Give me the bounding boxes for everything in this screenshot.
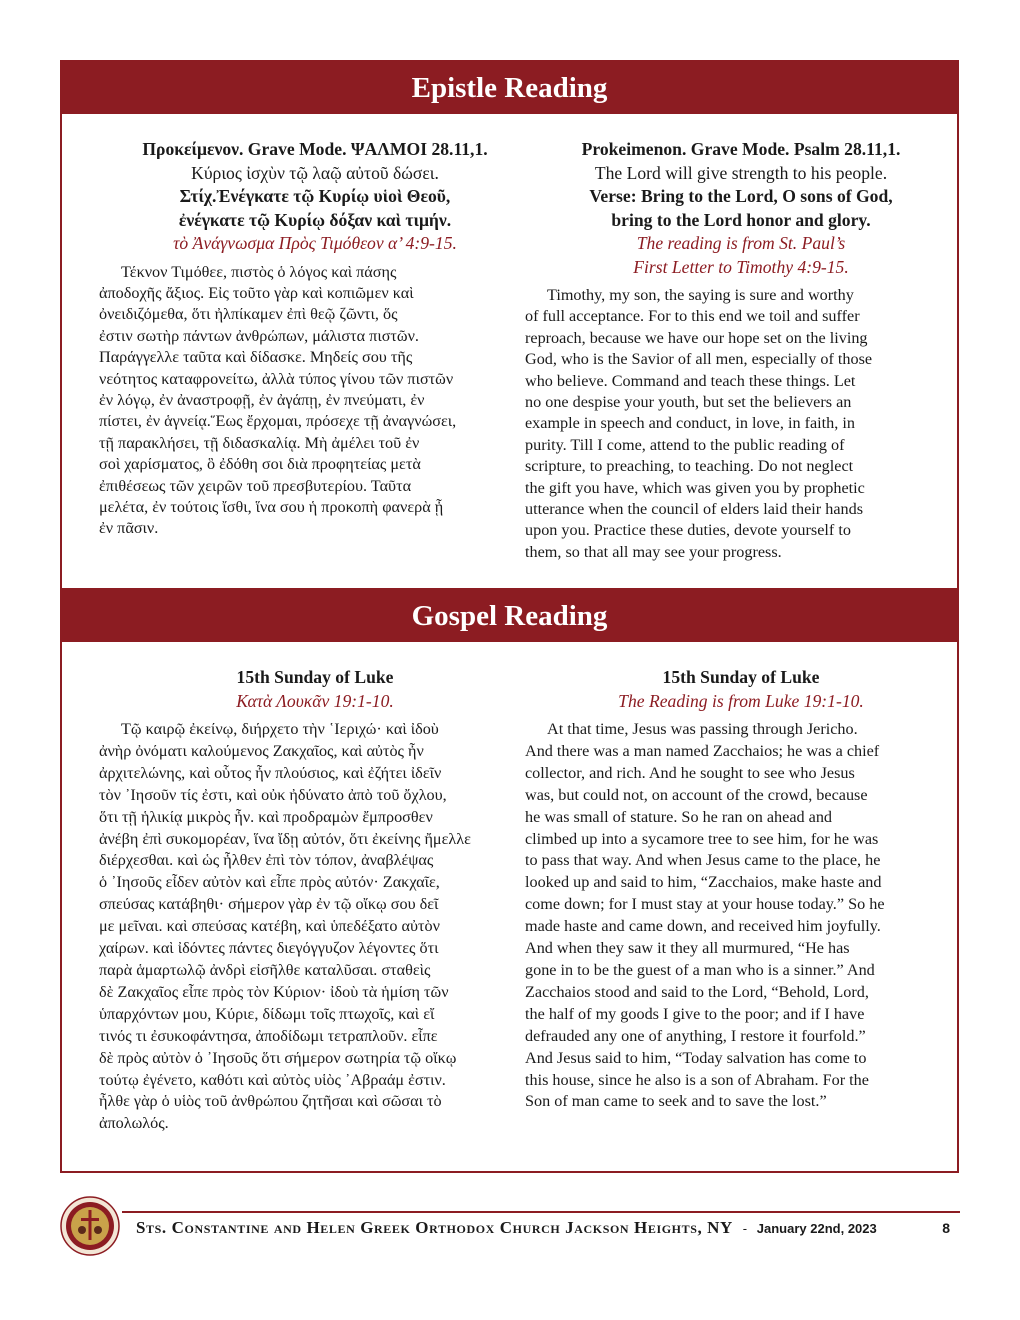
body-line: to pass that way. And when Jesus came to the place, he — [525, 851, 881, 870]
epistle-greek-reference: τὸ Ἀνάγνωσμα Πρὸς Τιμόθεον α’ 4:9-15. — [173, 233, 457, 253]
footer-rule — [122, 1211, 960, 1213]
body-line: Τῷ καιρῷ ἐκείνῳ, διήρχετο τὴν ῾Ιεριχώ· καὶ ἰδοὺ — [121, 720, 439, 738]
epistle-english-body — [525, 285, 957, 563]
body-line: upon you. Practice these duties, devote yourself to — [525, 521, 851, 540]
body-line: And when they saw it they all murmured, “He has — [525, 939, 850, 958]
body-line: And there was a man named Zacchaios; he was a chief — [525, 741, 880, 760]
church-name: Sts. Constantine and Helen Greek Orthodox Church Jackson Heights, NY — [136, 1218, 733, 1237]
body-line: ὀνειδιζόμεθα, ὅτι ἠλπίκαμεν ἐπὶ θεῷ ζῶντι, ὅς — [99, 305, 398, 324]
body-line: Παράγγελλε ταῦτα καὶ δίδασκε. Μηδείς σου τῆς — [99, 348, 413, 367]
body-line: ὅτι τῇ ἡλικίᾳ μικρὸς ἦν. καὶ προδραμὼν ἔμπροσθεν — [99, 807, 433, 826]
body-line: Τέκνον Τιμόθεε, πιστὸς ὁ λόγος καὶ πάσης — [121, 262, 397, 281]
body-line: με μεῖναι. καὶ σπεύσας κατέβη, καὶ ὑπεδέξατο αὐτὸν — [99, 917, 440, 936]
gospel-banner: Gospel Reading — [62, 590, 957, 642]
bulletin-date: January 22nd, 2023 — [756, 1221, 877, 1236]
body-line: παρὰ ἁμαρτωλῷ ἀνδρὶ εἰσῆλθε καταλῦσαι. σταθεὶς — [99, 960, 431, 979]
prokeimenon-english: Prokeimenon. Grave Mode. Psalm 28.11,1. — [581, 139, 901, 159]
footer-text — [136, 1218, 877, 1238]
body-line: δὲ πρὸς αὐτὸν ὁ ᾿Ιησοῦς ὅτι σήμερον σωτηρία τῷ οἴκῳ — [99, 1048, 457, 1067]
body-line: διέρχεσθαι. καὶ ὡς ἦλθεν ἐπὶ τὸν τόπον, ἀναβλέψας — [99, 851, 434, 870]
gospel-section — [60, 588, 959, 1173]
epistle-section — [60, 60, 959, 590]
gospel-english-body — [525, 719, 957, 1113]
body-line: μελέτα, ἐν τούτοις ἴσθι, ἵνα σου ἡ προκοπὴ φανερὰ ᾖ — [99, 497, 444, 516]
gospel-greek-reference: Κατὰ Λουκᾶν 19:1-10. — [236, 690, 394, 711]
body-line: ἀποδοχῆς ἄξιος. Εἰς τοῦτο γὰρ καὶ κοπιῶμεν καὶ — [99, 283, 414, 302]
body-line: ἦλθε γὰρ ὁ υἱὸς τοῦ ἀνθρώπου ζητῆσαι καὶ σῶσαι τὸ — [99, 1092, 442, 1111]
body-line: Timothy, my son, the saying is sure and worthy — [547, 286, 854, 304]
body-line: τῇ παρακλήσει, τῇ διδασκαλίᾳ. Μὴ ἀμέλει τοῦ ἐν — [99, 433, 420, 452]
body-line: At that time, Jesus was passing through Jericho. — [547, 720, 858, 738]
body-line: σπεύσας κατάβηθι· σήμερον γὰρ ἐν τῷ οἴκῳ σου δεῖ — [99, 895, 439, 914]
body-line: ἀνὴρ ὀνόματι καλούμενος Ζακχαῖος, καὶ αὐτὸς ἦν — [99, 741, 424, 760]
body-line: gone in to be the guest of a man who is a sinner.” And — [525, 960, 875, 979]
body-line: Son of man came to seek and to save the lost.” — [525, 1092, 827, 1111]
epistle-greek-heading — [99, 138, 531, 256]
epistle-english-reference-2: First Letter to Timothy 4:9-15. — [633, 256, 849, 277]
verse-english-2: bring to the Lord honor and glory. — [611, 209, 871, 230]
gospel-greek-body — [99, 719, 531, 1135]
body-line: the gift you have, which was given you by prophetic — [525, 478, 865, 497]
body-line: no one despise your youth, but set the believers an — [525, 393, 852, 412]
body-line: defrauded any one of anything, I restore it fourfold.” — [525, 1026, 866, 1045]
verse-english-1: Verse: Bring to the Lord, O sons of God, — [589, 186, 893, 206]
church-seal-icon — [60, 1196, 120, 1256]
body-line: come down; for I must stay at your house today.” So he — [525, 895, 885, 914]
body-line: ἀνέβη ἐπὶ συκομορέαν, ἵνα ἴδῃ αὐτόν, ὅτι ἐκείνης ἤμελλε — [99, 829, 471, 848]
body-line: the half of my goods I give to the poor; and if I have — [525, 1004, 865, 1023]
body-line: climbed up into a sycamore tree to see him, for he was — [525, 829, 879, 848]
gospel-greek-heading — [99, 666, 531, 713]
verse-greek-1: Στίχ.Ἐνέγκατε τῷ Κυρίῳ υἱοὶ Θεοῦ, — [179, 186, 451, 206]
gospel-english-reference: The Reading is from Luke 19:1-10. — [618, 690, 864, 711]
body-line: ἀπολωλός. — [99, 1114, 169, 1133]
body-line: God, who is the Savior of all men, especially of those — [525, 350, 873, 369]
body-line: collector, and rich. And he sought to see who Jesus — [525, 763, 855, 782]
epistle-english-column — [525, 138, 957, 563]
body-line: ὑπαρχόντων μου, Κύριε, δίδωμι τοῖς πτωχοῖς, καὶ εἴ — [99, 1004, 435, 1023]
body-line: looked up and said to him, “Zacchaios, make haste and — [525, 873, 882, 892]
body-line: them, so that all may see your progress. — [525, 542, 782, 561]
epistle-banner: Epistle Reading — [62, 62, 957, 114]
gospel-greek-title: 15th Sunday of Luke — [236, 667, 394, 687]
body-line: ἐν πᾶσιν. — [99, 519, 159, 538]
body-line: utterance when the council of elders laid their hands — [525, 500, 864, 519]
prokeimenon-greek-text: Κύριος ἰσχὺν τῷ λαῷ αὐτοῦ δώσει. — [191, 162, 439, 183]
body-line: ἐστιν σωτὴρ πάντων ἀνθρώπων, μάλιστα πιστῶν. — [99, 326, 419, 345]
prokeimenon-greek: Προκείμενον. Grave Mode. ΨΑΛΜΟΙ 28.11,1. — [142, 139, 488, 159]
body-line: scripture, to preaching, to teaching. Do not neglect — [525, 457, 854, 476]
body-line: who believe. Command and teach these things. Let — [525, 371, 856, 390]
gospel-english-heading — [525, 666, 957, 713]
body-line: ὁ ᾿Ιησοῦς εἶδεν αὐτὸν καὶ εἶπε πρὸς αὐτόν· Ζακχαῖε, — [99, 873, 440, 892]
body-line: Zacchaios stood and said to the Lord, “Behold, Lord, — [525, 982, 869, 1001]
body-line: of full acceptance. For to this end we toil and suffer — [525, 307, 860, 326]
body-line: σοὶ χαρίσματος, ὃ ἐδόθη σοι διὰ προφητείας μετὰ — [99, 455, 421, 474]
body-line: δὲ Ζακχαῖος εἶπε πρὸς τὸν Κύριον· ἰδοὺ τὰ ἡμίση τῶν — [99, 982, 449, 1001]
body-line: νεότητος καταφρονείτω, ἀλλὰ τύπος γίνου τῶν πιστῶν — [99, 369, 454, 388]
body-line: τούτῳ ἐγένετο, καθότι καὶ αὐτὸς υἱὸς ᾿Αβραάμ ἐστιν. — [99, 1070, 446, 1089]
body-line: reproach, because we have our hope set on the living — [525, 328, 868, 347]
body-line: πίστει, ἐν ἁγνείᾳ.Ἕως ἔρχομαι, πρόσεχε τῇ ἀναγνώσει, — [99, 412, 457, 431]
body-line: this house, since he also is a son of Abraham. For the — [525, 1070, 869, 1089]
body-line: he was small of stature. So he ran on ahead and — [525, 807, 833, 826]
body-line: ἐπιθέσεως τῶν χειρῶν τοῦ πρεσβυτερίου. Ταῦτα — [99, 476, 412, 495]
gospel-english-title: 15th Sunday of Luke — [662, 667, 820, 687]
page-footer — [60, 1196, 960, 1260]
epistle-english-reference-1: The reading is from St. Paul’s — [636, 233, 846, 253]
epistle-greek-body — [99, 262, 531, 540]
footer-separator: - — [742, 1221, 748, 1236]
body-line: ἀρχιτελώνης, καὶ οὗτος ἦν πλούσιος, καὶ ἐζήτει ἰδεῖν — [99, 763, 442, 782]
gospel-english-column — [525, 666, 957, 1113]
epistle-greek-column — [99, 138, 531, 540]
body-line: example in speech and conduct, in love, in faith, in — [525, 414, 855, 433]
body-line: made haste and came down, and received him joyfully. — [525, 917, 881, 936]
body-line: was, but could not, on account of the crowd, because — [525, 785, 868, 804]
page-number: 8 — [942, 1220, 950, 1236]
gospel-greek-column — [99, 666, 531, 1135]
body-line: χαίρων. καὶ ἰδόντες πάντες διεγόγγυζον λέγοντες ὅτι — [99, 939, 439, 958]
epistle-english-heading — [525, 138, 957, 279]
prokeimenon-english-text: The Lord will give strength to his people. — [594, 162, 888, 183]
body-line: purity. Till I come, attend to the public reading of — [525, 435, 845, 454]
body-line: τὸν ᾿Ιησοῦν τίς ἐστι, καὶ οὐκ ἠδύνατο ἀπὸ τοῦ ὄχλου, — [99, 785, 447, 804]
verse-greek-2: ἐνέγκατε τῷ Κυρίῳ δόξαν καὶ τιμήν. — [178, 209, 452, 230]
body-line: τινός τι ἐσυκοφάντησα, ἀποδίδωμι τετραπλοῦν. εἶπε — [99, 1026, 438, 1045]
body-line: And Jesus said to him, “Today salvation has come to — [525, 1048, 867, 1067]
body-line: ἐν λόγῳ, ἐν ἀναστροφῇ, ἐν ἀγάπῃ, ἐν πνεύματι, ἐν — [99, 390, 425, 409]
